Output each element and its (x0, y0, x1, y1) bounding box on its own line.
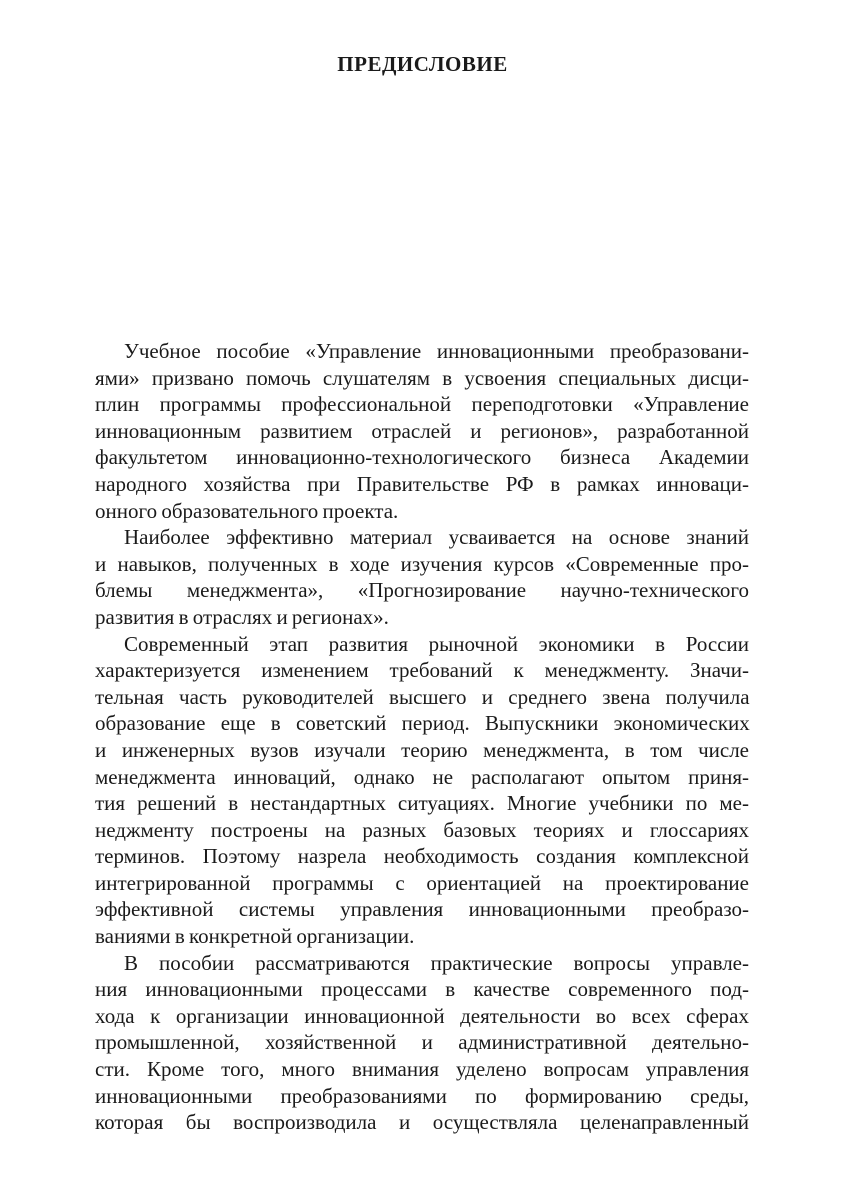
text-line: тия решений в нестандартных ситуациях. Многие учебники по ме- (95, 791, 749, 816)
text-line: ния инновационными процессами в качестве современного под- (95, 977, 749, 1002)
text-line: ями» призвано помочь слушателям в усвоения специальных дисци- (95, 365, 749, 390)
text-line: хода к организации инновационной деятельности во всех сферах (95, 1003, 749, 1028)
text-line: развития в отраслях и регионах». (95, 604, 389, 629)
text-line: неджменту построены на разных базовых теориях и глоссариях (95, 817, 749, 842)
preface-text (95, 338, 749, 1136)
text-line: онного образовательного проекта. (95, 498, 399, 523)
text-line: тельная часть руководителей высшего и среднего звена получила (95, 684, 749, 709)
text-line: Учебное пособие «Управление инновационными преобразовани- (124, 339, 749, 363)
text-line: инновационными преобразованиями по формированию среды, (95, 1083, 749, 1108)
text-line: ваниями в конкретной организации. (95, 924, 415, 949)
text-line: эффективной системы управления инновационными преобразо- (95, 897, 749, 922)
text-line: плин программы профессиональной переподготовки «Управление (95, 392, 749, 417)
text-line: и инженерных вузов изучали теорию менеджмента, в том числе (95, 737, 749, 762)
text-line: факультетом инновационно-технологического бизнеса Академии (95, 445, 749, 470)
text-line: Современный этап развития рыночной экономики в России (124, 631, 749, 656)
text-line: В пособии рассматриваются практические вопросы управле- (124, 950, 749, 975)
text-line: характеризуется изменением требований к менеджменту. Значи- (95, 658, 749, 683)
page-title: ПРЕДИСЛОВИЕ (337, 52, 508, 76)
text-line: промышленной, хозяйственной и административной деятельно- (95, 1030, 749, 1055)
text-line: инновационным развитием отраслей и регионов», разработанной (95, 418, 749, 443)
text-line: терминов. Поэтому назрела необходимость создания комплексной (95, 844, 749, 869)
text-line: которая бы воспроизводила и осуществляла целенаправленный (95, 1110, 749, 1135)
text-line: и навыков, полученных в ходе изучения курсов «Современные про- (95, 551, 749, 576)
text-line: блемы менеджмента», «Прогнозирование научно-технического (95, 578, 749, 603)
text-line: менеджмента инноваций, однако не располагают опытом приня- (95, 764, 749, 789)
text-line: интегрированной программы с ориентацией на проектирование (95, 870, 749, 895)
text-line: народного хозяйства при Правительстве РФ в рамках инноваци- (95, 471, 749, 496)
text-line: Наиболее эффективно материал усваивается на основе знаний (124, 525, 749, 550)
text-line: образование еще в советский период. Выпускники экономических (95, 711, 749, 736)
text-line: сти. Кроме того, много внимания уделено вопросам управления (95, 1057, 749, 1082)
